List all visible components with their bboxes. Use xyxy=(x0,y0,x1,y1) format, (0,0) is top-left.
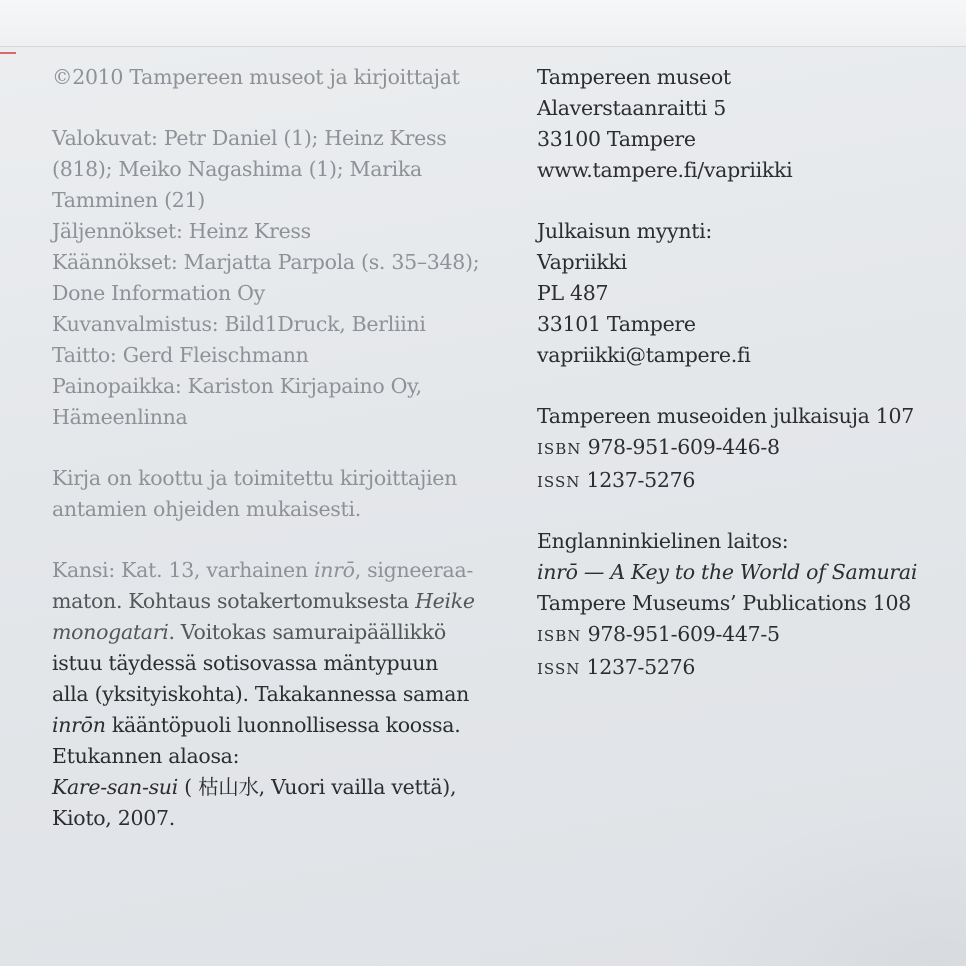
credit-line: Käännökset: Marjatta Parpola (s. 35–348); xyxy=(52,250,480,274)
credit-line: Done Information Oy xyxy=(52,281,265,305)
issn-line: ISSN 1237-5276 xyxy=(537,655,696,679)
isbn-line: ISBN 978-951-609-447-5 xyxy=(537,622,780,646)
credit-line: Kuvanvalmistus: Bild1Druck, Berliini xyxy=(52,312,426,336)
cover-line: istuu täydessä sotisovassa mäntypuun xyxy=(52,651,439,675)
issn-line: ISSN 1237-5276 xyxy=(537,468,696,492)
credit-line: Taitto: Gerd Fleischmann xyxy=(52,343,309,367)
cover-line: Etukannen alaosa: xyxy=(52,744,240,768)
page-top-edge xyxy=(0,0,966,47)
credit-line: Painopaikka: Kariston Kirjapaino Oy, xyxy=(52,374,422,398)
sales-contact xyxy=(537,216,952,371)
cover-line: maton. Kohtaus sotakertomuksesta Heike xyxy=(52,589,475,613)
address-line: Tampereen museot xyxy=(537,65,731,89)
page-shadow xyxy=(666,806,966,966)
series-title: Tampereen museoiden julkaisuja 107 xyxy=(537,404,915,428)
website-url: www.tampere.fi/vapriikki xyxy=(537,158,793,182)
credit-line: Valokuvat: Petr Daniel (1); Heinz Kress xyxy=(52,126,447,150)
english-title: inrō — A Key to the World of Samurai xyxy=(537,560,918,584)
cover-description xyxy=(52,555,504,834)
sales-line: 33101 Tampere xyxy=(537,312,696,336)
sales-line: Vapriikki xyxy=(537,250,627,274)
sales-line: PL 487 xyxy=(537,281,609,305)
cover-line: inrōn kääntöpuoli luonnollisessa koossa. xyxy=(52,713,461,737)
email-address: vapriikki@tampere.fi xyxy=(537,343,751,367)
isbn-line: ISBN 978-951-609-446-8 xyxy=(537,435,780,459)
cover-line: alla (yksityiskohta). Takakannessa saman xyxy=(52,682,470,706)
address-line: Alaverstaanraitti 5 xyxy=(537,96,726,120)
credits-block xyxy=(52,123,504,433)
credit-line: Hämeenlinna xyxy=(52,405,188,429)
publisher-address xyxy=(537,62,952,186)
cover-line: Kioto, 2007. xyxy=(52,806,175,830)
sales-line: Julkaisun myynti: xyxy=(537,219,713,243)
editorial-note xyxy=(52,463,504,525)
note-line: antamien ohjeiden mukaisesti. xyxy=(52,497,361,521)
english-heading: Englanninkielinen laitos: xyxy=(537,529,789,553)
credit-line: Tamminen (21) xyxy=(52,188,205,212)
left-column xyxy=(52,62,504,834)
right-column xyxy=(537,62,952,685)
colophon-page xyxy=(0,48,966,966)
credit-line: (818); Meiko Nagashima (1); Marika xyxy=(52,157,422,181)
english-edition xyxy=(537,526,952,685)
cover-line: monogatari. Voitokas samuraipäällikkö xyxy=(52,620,446,644)
credit-line: Jäljennökset: Heinz Kress xyxy=(52,219,311,243)
english-series: Tampere Museums’ Publications 108 xyxy=(537,591,912,615)
cover-line: Kare-san-sui ( 枯山水, Vuori vailla vettä), xyxy=(52,775,457,799)
cover-line: Kansi: Kat. 13, varhainen inrō, signeeraa- xyxy=(52,558,473,582)
series-info xyxy=(537,401,952,498)
address-line: 33100 Tampere xyxy=(537,127,696,151)
copyright-line: ©2010 Tampereen museot ja kirjoittajat xyxy=(52,65,460,89)
note-line: Kirja on koottu ja toimitettu kirjoittajien xyxy=(52,466,457,490)
